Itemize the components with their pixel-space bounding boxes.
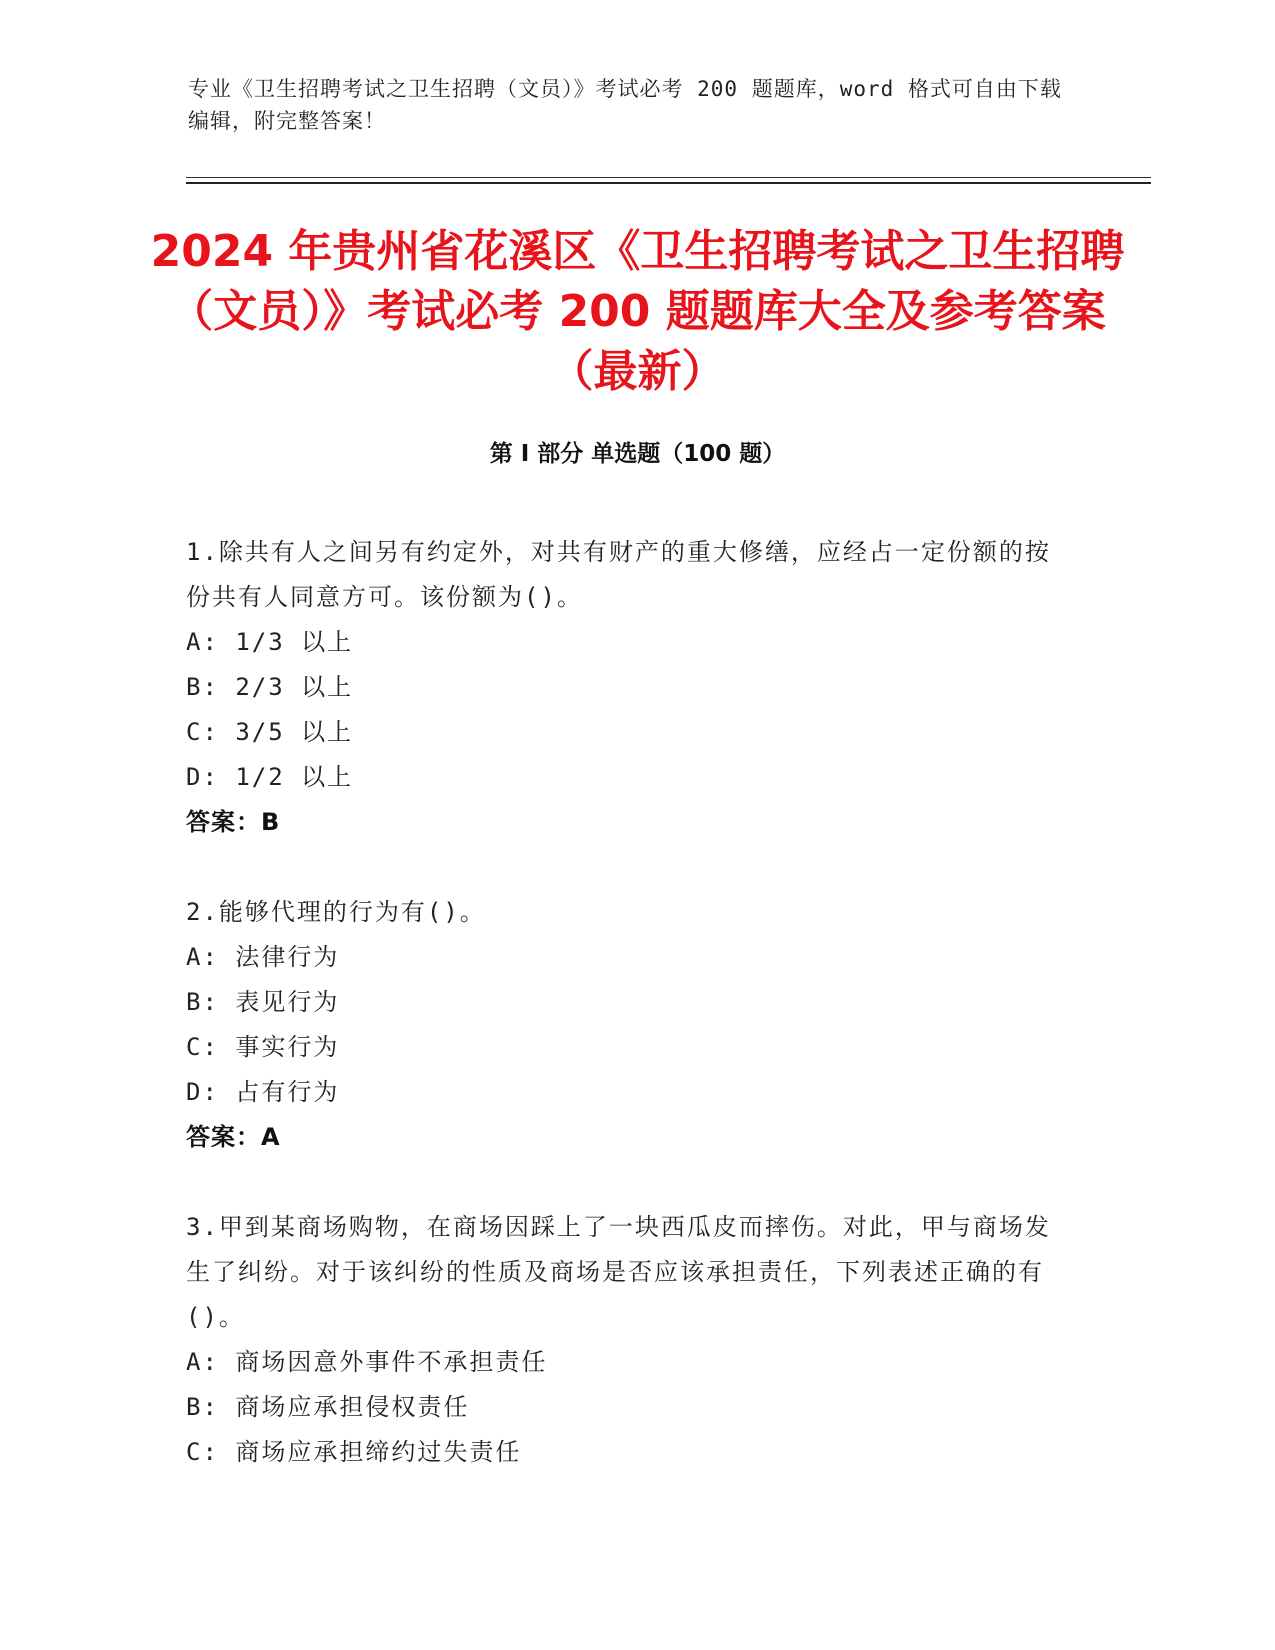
- option-a: A: 商场因意外事件不承担责任: [186, 1348, 548, 1376]
- option-b: B: 商场应承担侵权责任: [186, 1393, 470, 1421]
- section-heading: 第 I 部分 单选题（100 题）: [489, 441, 786, 467]
- option-b: B: 2/3 以上: [186, 673, 354, 701]
- option-c: C: 事实行为: [186, 1033, 340, 1061]
- question-stem: 2.能够代理的行为有()。: [186, 898, 486, 926]
- option-b: B: 表见行为: [186, 988, 340, 1016]
- answer-line: 答案：A: [186, 1123, 281, 1151]
- question-list: [186, 530, 1066, 1520]
- option-c: C: 商场应承担缔约过失责任: [186, 1438, 522, 1466]
- option-d: D: 1/2 以上: [186, 763, 354, 791]
- header-note: 专业《卫生招聘考试之卫生招聘（文员）》考试必考 200 题题库，word 格式可自由下载编辑，附完整答案！: [188, 77, 1062, 133]
- option-d: D: 占有行为: [186, 1078, 340, 1106]
- document-title: 2024 年贵州省花溪区《卫生招聘考试之卫生招聘（文员）》考试必考 200 题题库大全及参考答案（最新）: [150, 226, 1125, 397]
- question-stem: 3.甲到某商场购物，在商场因踩上了一块西瓜皮而摔伤。对此，甲与商场发生了纠纷。对于该纠纷的性质及商场是否应该承担责任，下列表述正确的有()。: [186, 1213, 1051, 1331]
- option-c: C: 3/5 以上: [186, 718, 354, 746]
- header-divider-thin: [186, 177, 1151, 178]
- option-a: A: 1/3 以上: [186, 628, 354, 656]
- option-a: A: 法律行为: [186, 943, 340, 971]
- header-divider-thick: [186, 182, 1151, 184]
- question-2: [186, 890, 1066, 1160]
- answer-line: 答案：B: [186, 808, 281, 836]
- question-1: [186, 530, 1066, 845]
- question-stem: 1.除共有人之间另有约定外，对共有财产的重大修缮，应经占一定份额的按份共有人同意方可。该份额为()。: [186, 538, 1051, 611]
- question-3: [186, 1205, 1066, 1475]
